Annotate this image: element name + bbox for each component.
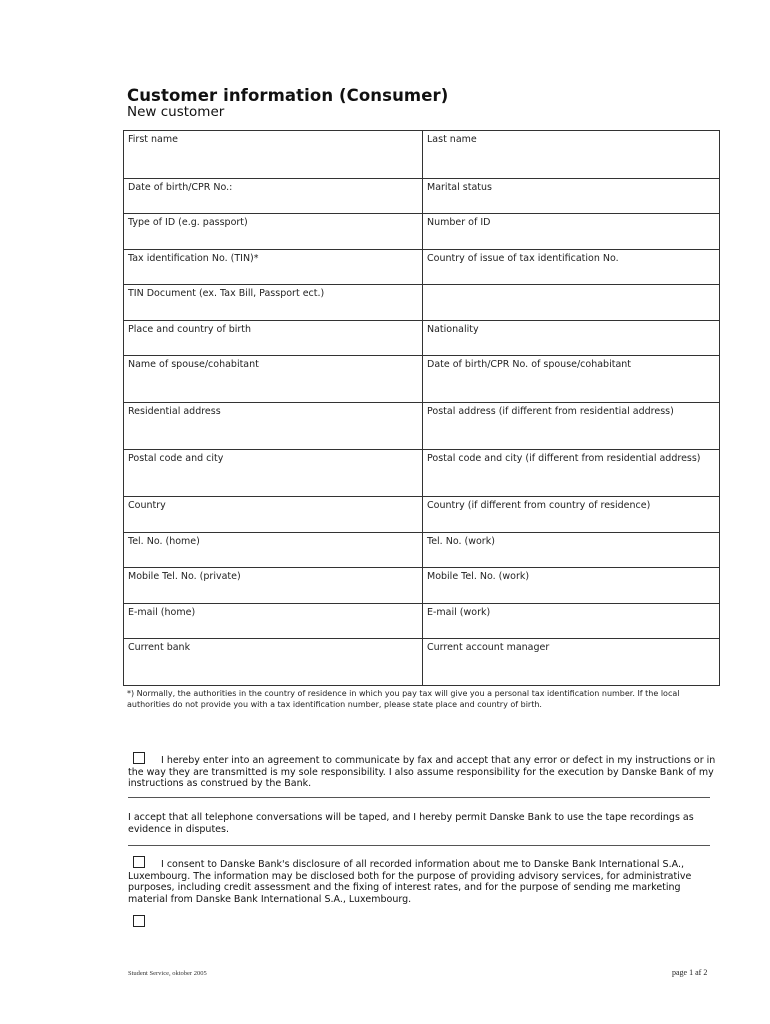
form-row — [124, 131, 720, 179]
disclosure-clause — [128, 856, 716, 905]
page-title: Customer information (Consumer) — [127, 86, 449, 105]
alt-postal-code-city-field[interactable]: Postal code and city (if different from residential address) — [423, 450, 720, 497]
form-row — [124, 497, 720, 533]
spouse-birth-date-field[interactable]: Date of birth/CPR No. of spouse/cohabitant — [423, 356, 720, 403]
form-row — [124, 533, 720, 568]
tin-footnote: *) Normally, the authorities in the country of residence in which you pay tax will give you a personal tax identification number. If the local authorities do not provide you with a tax identification number, please state place and country of birth. — [127, 689, 680, 709]
birthplace-field[interactable]: Place and country of birth — [124, 321, 423, 356]
country-field[interactable]: Country — [124, 497, 423, 533]
form-row — [124, 321, 720, 356]
divider — [128, 797, 710, 798]
form-row — [124, 568, 720, 604]
telephone-taping-text: I accept that all telephone conversations will be taped, and I hereby permit Danske Bank to use the tape recordings as evidence in disputes. — [128, 812, 694, 835]
tin-document-field[interactable]: TIN Document (ex. Tax Bill, Passport ect.) — [124, 285, 423, 321]
form-row — [124, 214, 720, 250]
alt-country-field[interactable]: Country (if different from country of residence) — [423, 497, 720, 533]
id-number-field[interactable]: Number of ID — [423, 214, 720, 250]
form-row — [124, 356, 720, 403]
residential-address-field[interactable]: Residential address — [124, 403, 423, 450]
work-mobile-field[interactable]: Mobile Tel. No. (work) — [423, 568, 720, 604]
form-row — [124, 450, 720, 497]
date-of-birth-field[interactable]: Date of birth/CPR No.: — [124, 179, 423, 214]
form-row — [124, 403, 720, 450]
divider — [128, 845, 710, 846]
nationality-field[interactable]: Nationality — [423, 321, 720, 356]
form-row — [124, 285, 720, 321]
page-subtitle: New customer — [127, 104, 225, 120]
form-row — [124, 179, 720, 214]
form-row — [124, 639, 720, 686]
telephone-taping-clause — [128, 812, 716, 835]
first-name-field[interactable]: First name — [124, 131, 423, 179]
page-number: page 1 af 2 — [672, 968, 708, 977]
spouse-name-field[interactable]: Name of spouse/cohabitant — [124, 356, 423, 403]
tin-document-value-field[interactable] — [423, 285, 720, 321]
fax-agreement-checkbox[interactable] — [133, 752, 145, 764]
disclosure-text: I consent to Danske Bank's disclosure of all recorded information about me to Danske Bank International S.A., Luxembourg. The information may be disclosed both for the purpose of providing advisory services, for administrative purposes, including credit assessment and the fixing of interest rates, and for the purpose of sending me marketing material from Danske Bank International S.A., Luxembourg. — [128, 859, 692, 905]
fax-agreement-clause — [128, 752, 716, 790]
tin-field[interactable]: Tax identification No. (TIN)* — [124, 250, 423, 285]
postal-code-city-field[interactable]: Postal code and city — [124, 450, 423, 497]
account-manager-field[interactable]: Current account manager — [423, 639, 720, 686]
current-bank-field[interactable]: Current bank — [124, 639, 423, 686]
form-row — [124, 604, 720, 639]
last-name-field[interactable]: Last name — [423, 131, 720, 179]
tin-country-field[interactable]: Country of issue of tax identification No. — [423, 250, 720, 285]
disclosure-checkbox[interactable] — [133, 856, 145, 868]
marital-status-field[interactable]: Marital status — [423, 179, 720, 214]
private-mobile-field[interactable]: Mobile Tel. No. (private) — [124, 568, 423, 604]
customer-information-form — [123, 130, 720, 686]
additional-checkbox[interactable] — [133, 915, 145, 927]
footer-department: Student Service, oktober 2005 — [128, 970, 207, 977]
home-email-field[interactable]: E-mail (home) — [124, 604, 423, 639]
id-type-field[interactable]: Type of ID (e.g. passport) — [124, 214, 423, 250]
postal-address-field[interactable]: Postal address (if different from residential address) — [423, 403, 720, 450]
home-phone-field[interactable]: Tel. No. (home) — [124, 533, 423, 568]
work-email-field[interactable]: E-mail (work) — [423, 604, 720, 639]
form-row — [124, 250, 720, 285]
fax-agreement-text: I hereby enter into an agreement to communicate by fax and accept that any error or defect in my instructions or in the way they are transmitted is my sole responsibility. I also assume responsibility for the execution by Danske Bank of my instructions as construed by the Bank. — [128, 755, 716, 789]
work-phone-field[interactable]: Tel. No. (work) — [423, 533, 720, 568]
